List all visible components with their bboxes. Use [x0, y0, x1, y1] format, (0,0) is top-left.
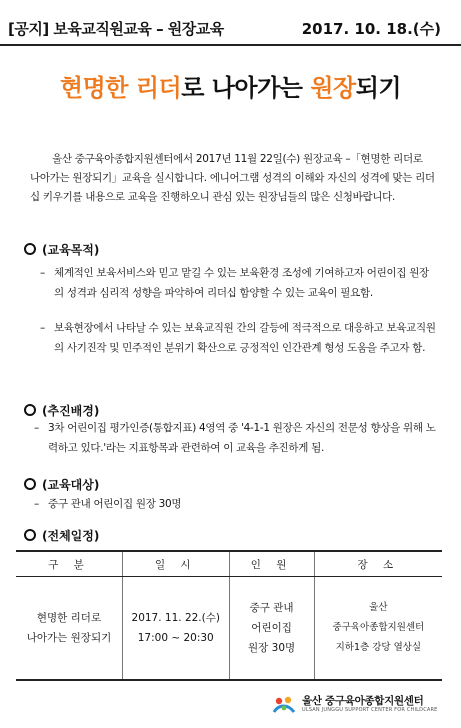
cell-line: 현명한 리더로 [36, 612, 102, 624]
notice-header [0, 0, 461, 60]
header-place: 장 소 [314, 551, 442, 577]
circle-bullet-icon [24, 529, 36, 541]
cell-datetime [123, 577, 230, 681]
table-row [16, 577, 442, 681]
cell-line: 2017. 11. 22.(수) [131, 612, 220, 624]
background-item-1 [34, 418, 438, 458]
circle-bullet-icon [24, 243, 36, 255]
cell-line: 중구 관내 [249, 602, 294, 614]
header-people: 인 원 [229, 551, 314, 577]
target-item-1-text: 중구 관내 어린이집 원장 30명 [48, 498, 182, 510]
org-name-en: ULSAN JUNGGU SUPPORT CENTER FOR CHILDCARE [302, 707, 438, 713]
title-part-3: 원장 [310, 74, 356, 102]
cell-line: 울산 [369, 602, 388, 613]
table-header-row [16, 551, 442, 577]
notice-category: [공지] 보육교직원교육 – 원장교육 [8, 20, 224, 38]
section-purpose-heading [24, 241, 99, 258]
center-logo-icon [272, 694, 296, 716]
section-background-heading [24, 402, 99, 419]
dash-bullet-icon: – [40, 267, 45, 279]
title-part-2: 로 나아가는 [181, 74, 311, 102]
header-divider [0, 44, 461, 46]
section-target-title: (교육대상) [42, 478, 100, 492]
target-item-1 [34, 494, 438, 514]
cell-line: 17:00 ~ 20:30 [137, 632, 214, 644]
purpose-item-1 [40, 263, 438, 303]
cell-line: 지하1층 강당 열상실 [335, 642, 422, 653]
section-purpose-title: (교육목적) [42, 243, 100, 257]
org-name: 울산 중구육아종합지원센터 [302, 695, 424, 707]
notice-date: 2017. 10. 18.(수) [301, 20, 441, 38]
section-schedule-heading [24, 527, 99, 544]
header-category: 구 분 [16, 551, 123, 577]
cell-line: 중구육아종합지원센터 [332, 622, 425, 633]
dash-bullet-icon: – [40, 322, 45, 334]
intro-paragraph: 울산 중구육아종합지원센터에서 2017년 11월 22일(수) 원장교육 –「현명한 리더로 나아가는 원장되기」교육을 실시합니다. 에니어그램 성격의 이해와 자신의 성격에 맞는 리더십 키우기를 내용으로 교육을 진행하오니 관심 있는 원장님들의 많은 신청바랍니다. [30, 153, 435, 203]
page-title [0, 68, 461, 103]
purpose-item-1-text: 체계적인 보육서비스와 믿고 맡길 수 있는 보육환경 조성에 기여하고자 어린이집 원장의 성격과 심리적 성향을 파악하여 리더십 함양할 수 있는 교육이 필요함. [54, 267, 429, 299]
title-part-4: 되기 [355, 74, 402, 102]
section-schedule-title: (전체일정) [42, 529, 100, 543]
purpose-item-2 [40, 318, 438, 358]
footer-org [272, 692, 452, 718]
dash-bullet-icon: – [34, 498, 39, 510]
cell-line: 어린이집 [251, 622, 292, 634]
cell-line: 원장 30명 [248, 642, 296, 654]
purpose-item-2-text: 보육현장에서 나타날 수 있는 보육교직원 간의 갈등에 적극적으로 대응하고 보육교직원의 사기진작 및 민주적인 분위기 확산으로 긍정적인 인간관계 형성 도움을 주고자 함. [54, 322, 436, 354]
cell-line: 나아가는 원장되기 [26, 632, 112, 644]
section-background-title: (추진배경) [42, 404, 100, 418]
circle-bullet-icon [24, 478, 36, 490]
circle-bullet-icon [24, 404, 36, 416]
background-item-1-text: 3차 어린이집 평가인증(통합지표) 4영역 중 '4-1-1 원장은 자신의 전문성 향상을 위해 노력하고 있다.'라는 지표항목과 관련하여 이 교육을 추진하게 됨. [48, 422, 436, 454]
section-target-heading [24, 476, 99, 493]
cell-place [314, 577, 442, 681]
schedule-table [16, 550, 442, 681]
cell-category [16, 577, 123, 681]
cell-people [229, 577, 314, 681]
header-datetime: 일 시 [123, 551, 230, 577]
dash-bullet-icon: – [34, 422, 39, 434]
title-part-1: 현명한 리더 [59, 74, 182, 102]
